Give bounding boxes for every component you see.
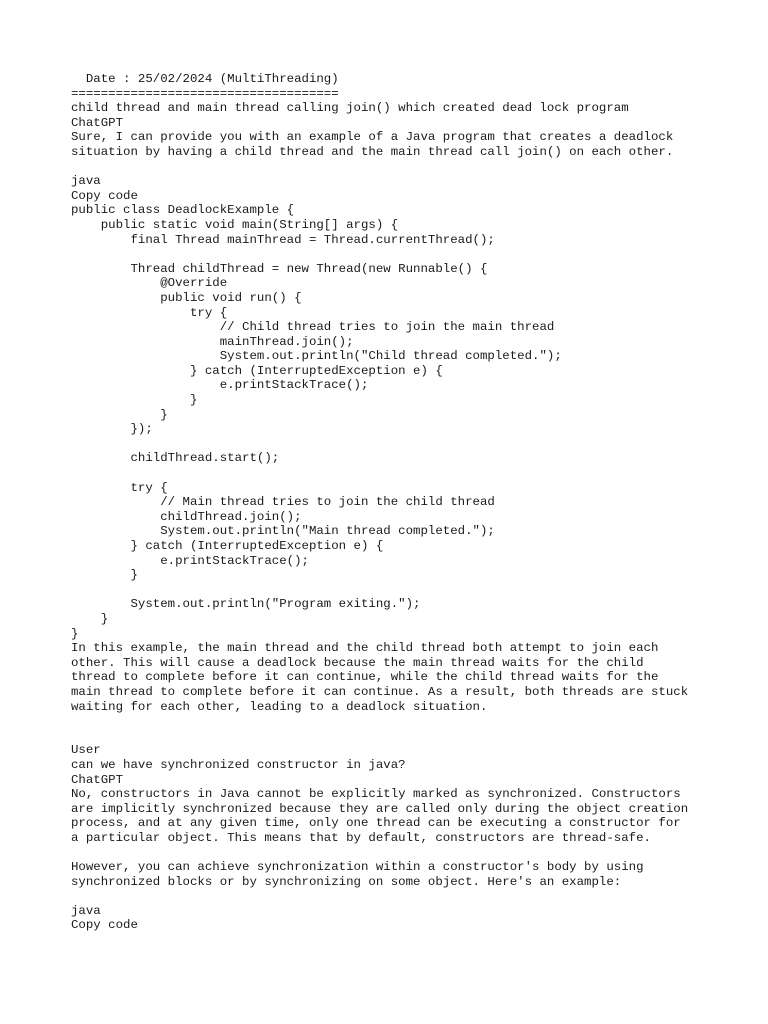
code-line xyxy=(71,247,751,262)
code-line: mainThread.join(); xyxy=(71,334,354,349)
code-line: @Override xyxy=(71,276,228,291)
text-line: situation by having a child thread and the main thread call join() on each other. xyxy=(71,144,674,159)
text-line xyxy=(71,889,751,904)
text-line: In this example, the main thread and the child thread both attempt to join each xyxy=(71,641,659,656)
text-line: Date : 25/02/2024 (MultiThreading) xyxy=(71,72,339,86)
text-line: main thread to complete before it can continue. As a result, both threads are stuck xyxy=(71,684,689,699)
code-line: public class DeadlockExample { xyxy=(71,203,295,218)
code-line: // Main thread tries to join the child thread xyxy=(71,495,495,510)
text-line: child thread and main thread calling join() which created dead lock program xyxy=(71,101,629,116)
code-line: public void run() { xyxy=(71,290,302,305)
text-line: synchronized blocks or by synchronizing on some object. Here's an example: xyxy=(71,874,622,889)
text-line: No, constructors in Java cannot be explicitly marked as synchronized. Constructors xyxy=(71,787,681,802)
code-line: public static void main(String[] args) { xyxy=(71,217,399,232)
code-line: childThread.join(); xyxy=(71,509,302,524)
code-line xyxy=(71,466,751,481)
text-line xyxy=(71,714,751,729)
text-line: Copy code xyxy=(71,188,138,203)
code-line: System.out.println("Main thread completed."); xyxy=(71,524,495,539)
text-line xyxy=(71,160,751,175)
code-line: } xyxy=(71,626,79,641)
text-line xyxy=(71,729,751,744)
text-line: Sure, I can provide you with an example of a Java program that creates a deadlock xyxy=(71,130,674,145)
code-line: e.printStackTrace(); xyxy=(71,553,309,568)
text-line: java xyxy=(71,903,101,918)
text-line: However, you can achieve synchronization within a constructor's body by using xyxy=(71,860,644,875)
text-line: a particular object. This means that by default, constructors are thread-safe. xyxy=(71,830,651,845)
text-line: thread to complete before it can continue, while the child thread waits for the xyxy=(71,670,659,685)
code-line: final Thread mainThread = Thread.currentThread(); xyxy=(71,232,495,247)
code-line: } catch (InterruptedException e) { xyxy=(71,363,443,378)
text-line: java xyxy=(71,174,101,189)
code-line: // Child thread tries to join the main thread xyxy=(71,320,555,335)
text-line: waiting for each other, leading to a deadlock situation. xyxy=(71,699,488,714)
code-line: } catch (InterruptedException e) { xyxy=(71,539,384,553)
text-line: ==================================== xyxy=(71,86,339,101)
text-line: are implicitly synchronized because they are called only during the object creation xyxy=(71,801,689,816)
code-line xyxy=(71,583,751,598)
code-line: try { xyxy=(71,480,168,495)
code-line: System.out.println("Child thread completed."); xyxy=(71,349,562,364)
text-line: can we have synchronized constructor in java? xyxy=(71,757,406,772)
text-line: Copy code xyxy=(71,918,138,933)
code-line: System.out.println("Program exiting."); xyxy=(71,597,421,612)
code-line xyxy=(71,437,751,452)
code-line: Thread childThread = new Thread(new Runnable() { xyxy=(71,261,488,276)
code-line: e.printStackTrace(); xyxy=(71,378,369,393)
code-line: } xyxy=(71,393,198,408)
text-line: User xyxy=(71,743,101,758)
text-line: ChatGPT xyxy=(71,772,124,787)
code-line: }); xyxy=(71,422,153,437)
code-line: childThread.start(); xyxy=(71,451,280,466)
text-line xyxy=(71,845,751,860)
code-line: } xyxy=(71,407,168,422)
text-line: process, and at any given time, only one thread can be executing a constructor for xyxy=(71,816,681,831)
code-line: try { xyxy=(71,305,228,320)
text-line: ChatGPT xyxy=(71,115,124,130)
text-line: other. This will cause a deadlock because the main thread waits for the child xyxy=(71,655,644,670)
code-line: } xyxy=(71,611,109,626)
code-line: } xyxy=(71,568,138,583)
document-body xyxy=(71,72,751,933)
